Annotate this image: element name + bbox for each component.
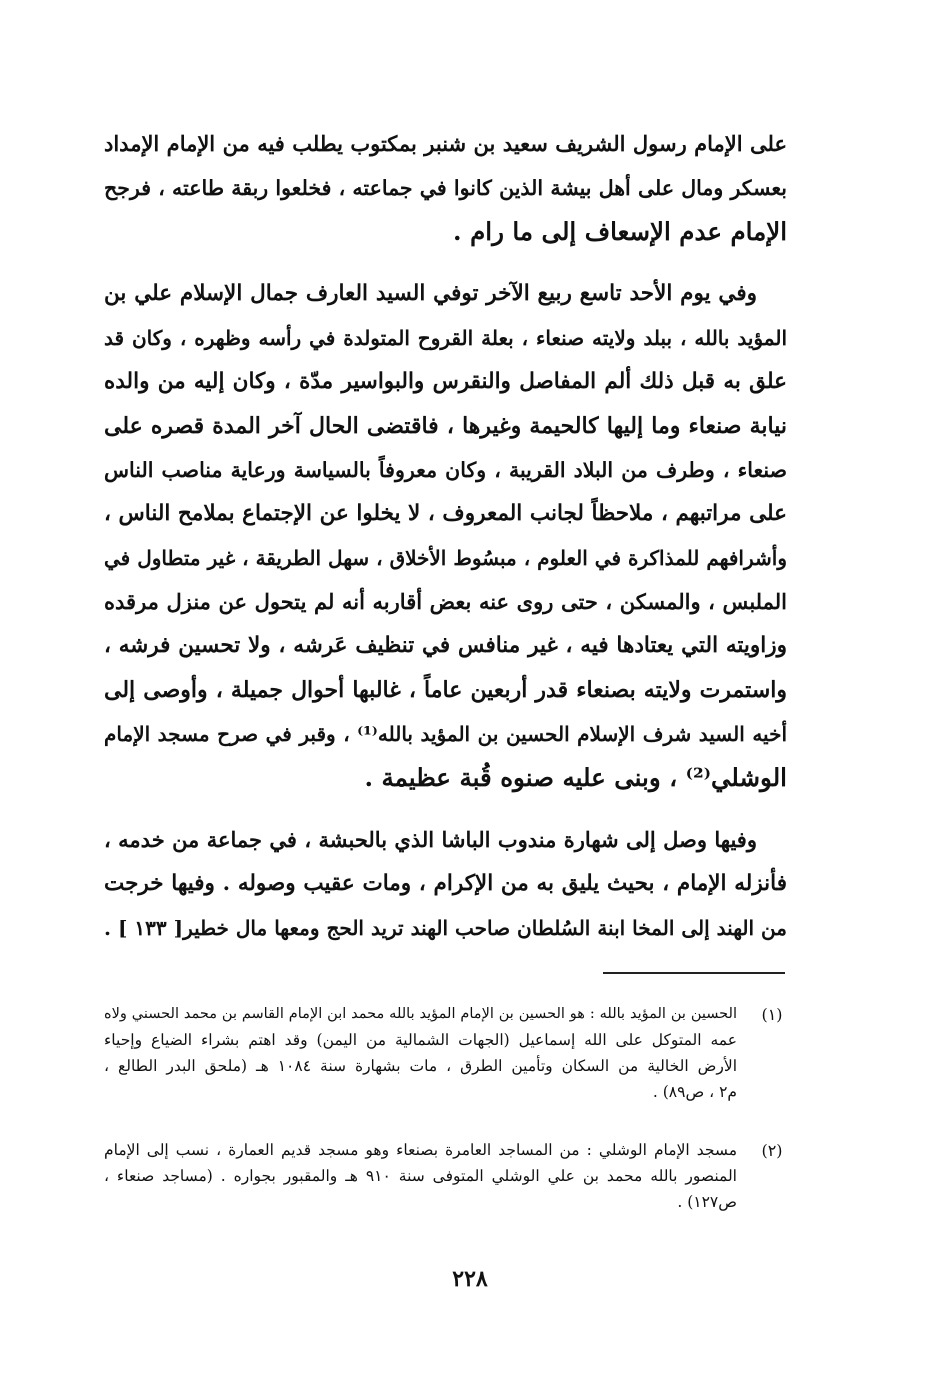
text-line: الإمام عدم الإسعاف إلى ما رام . <box>453 217 787 246</box>
footnote-line: ص١٢٧) . <box>677 1193 737 1211</box>
text-line: وفيها وصل إلى شهارة مندوب الباشا الذي بالحبشة ، في جماعة من خدمه ، <box>104 827 757 852</box>
paragraph-3 <box>104 818 787 950</box>
footnote-1 <box>104 1002 787 1106</box>
footnote-line: المنصور بالله محمد بن علي الوشلي المتوفى سنة ٩١٠ هـ والمقبور بجواره . (مساجد صنعاء ، <box>104 1167 737 1185</box>
paragraph-1 <box>104 122 787 254</box>
text-line: وزاويته التي يعتادها فيه ، غير منافس في تنظيف عَرشه ، ولا تحسين فرشه ، <box>104 633 787 658</box>
text-line: أخيه السيد شرف الإسلام الحسين بن المؤيد بالله⁽¹⁾ ، وقبر في صرح مسجد الإمام <box>104 722 787 746</box>
text-line: الملبس ، والمسكن ، حتى روى عنه بعض أقاربه أنه لم يتحول عن منزل مرقده <box>104 589 787 614</box>
text-line: واستمرت ولايته بصنعاء قدر أربعين عاماً ، غالبها أحوال جميلة ، وأوصى إلى <box>104 677 787 703</box>
text-line: بعسكر ومال على أهل بيشة الذين كانوا في جماعته ، فخلعوا ربقة طاعته ، فرجح <box>104 176 787 200</box>
text-line: من الهند إلى المخا ابنة السُلطان صاحب الهند تريد الحج ومعها مال خطير[ ١٣٣ ] . <box>104 916 787 940</box>
footnote-line: عمه المتوكل على الله إسماعيل (الجهات الشمالية من اليمن) وقد اهتم بشراء الضياع وإحياء <box>104 1031 737 1049</box>
footnote-2 <box>104 1138 787 1218</box>
text-line: فأنزله الإمام ، بحيث يليق به من الإكرام ، ومات عقيب وصوله . وفيها خرجت <box>104 871 787 896</box>
footnote-number: (١) <box>761 1005 783 1024</box>
text-line: نيابة صنعاء وما إليها كالحيمة وغيرها ، فاقتضى الحال آخر المدة قصره على <box>104 413 787 439</box>
text-line: وأشرافهم للمذاكرة في العلوم ، مبسُوط الأخلاق ، سهل الطريقة ، غير متطاول في <box>104 546 787 570</box>
text-line: على الإمام رسول الشريف سعيد بن شنبر بمكتوب يطلب فيه من الإمام الإمداد <box>104 131 787 156</box>
text-line: الوشلي⁽²⁾ ، وبنى عليه صنوه قُبة عظيمة . <box>364 763 787 792</box>
text-line: على مراتبهم ، ملاحظاً لجانب المعروف ، لا يخلوا عن الإجتماع بملامح الناس ، <box>104 501 787 526</box>
footnote-line: م٢ ، ص٨٩) . <box>652 1083 737 1101</box>
text-line: المؤيد بالله ، ببلد ولايته صنعاء ، بعلة القروح المتولدة في رأسه وظهره ، وكان قد <box>104 326 787 350</box>
text-line: وفي يوم الأحد تاسع ربيع الآخر توفي السيد العارف جمال الإسلام علي بن <box>104 281 757 306</box>
page-number: ٢٢٨ <box>452 1266 488 1292</box>
paragraph-2 <box>104 272 787 802</box>
footnote-line: مسجد الإمام الوشلي : من المساجد العامرة بصنعاء وهو مسجد قديم العمارة ، نسب إلى الإمام <box>104 1141 737 1159</box>
footnote-separator <box>603 972 785 974</box>
footnote-line: الأرض الخالية من السكان وتأمين الطرق ، مات بشهارة سنة ١٠٨٤ هـ (ملحق البدر الطالع ، <box>104 1057 737 1075</box>
footnote-number: (٢) <box>761 1141 783 1160</box>
text-line: صنعاء ، وطرف من البلاد القريبة ، وكان معروفاً بالسياسة ورعاية مناصب الناس <box>104 458 787 482</box>
text-line: علق به قبل ذلك ألم المفاصل والنقرس والبواسير مدّة ، وكان إليه من والده <box>104 369 787 394</box>
footnote-line: الحسين بن المؤيد بالله : هو الحسين بن الإمام المؤيد بالله محمد ابن الإمام القاسم بن محمد الحسني ولاه <box>104 1006 737 1022</box>
